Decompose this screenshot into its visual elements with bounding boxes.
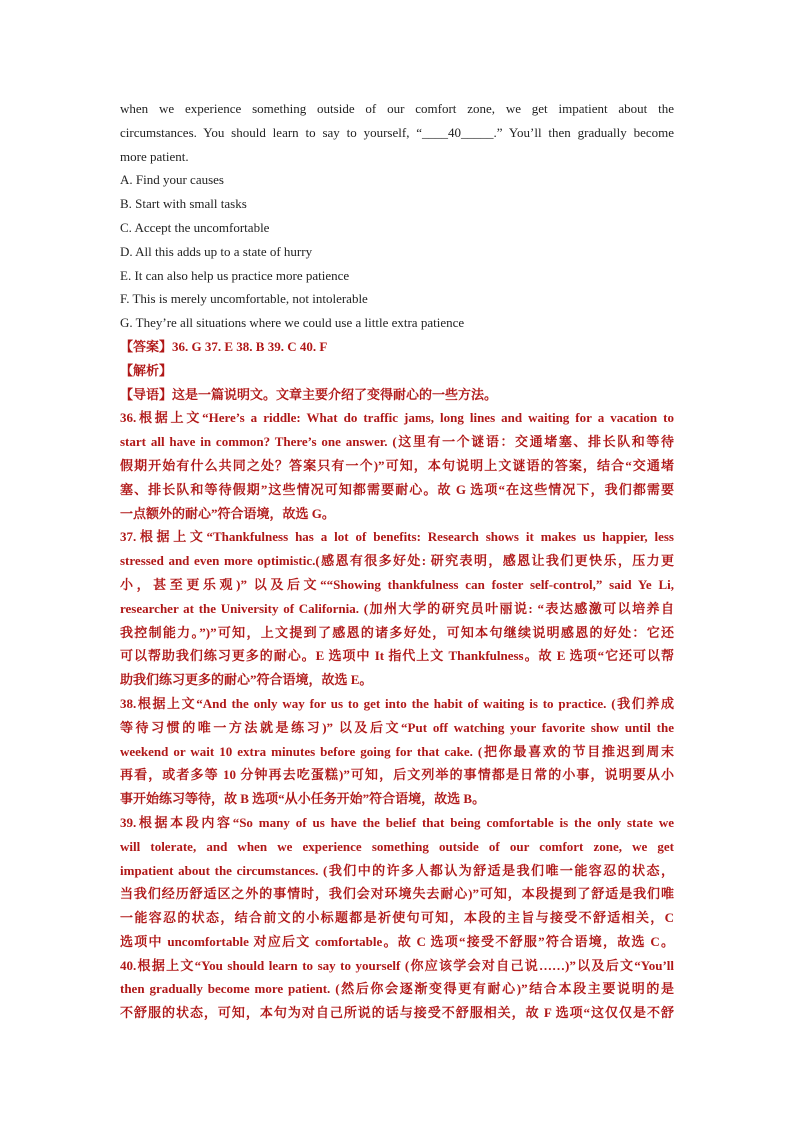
explanation-line: 事开始练习等待，故 B 选项“从小任务开始”符合语境，故选 B。 xyxy=(120,791,486,807)
passage-line: circumstances. You should learn to say to yourself, “____40_____.” You’ll then gradually become xyxy=(120,124,674,140)
guide-line: 【导语】这是一篇说明文。文章主要介绍了变得耐心的一些方法。 xyxy=(120,386,498,402)
explanation-line: 助我们练习更多的耐心”符合语境，故选 E。 xyxy=(120,672,373,688)
explanation-line: 40.根据上文“You should learn to say to yourself (你应该学会对自己说……)”以及后文“You’ll xyxy=(120,957,674,973)
explanation-line: 选项中 uncomfortable 对应后文 comfortable。故 C 选项“接受不舒服”符合语境，故选 C。 xyxy=(120,933,674,949)
explanation-line: 塞、排长队和等待假期”这些情况可知都需要耐心。故 G 选项“在这些情况下，我们都需要 xyxy=(120,481,674,497)
explanation-line: 等待习惯的唯一方法就是练习)” 以及后文“Put off watching your favorite show until the xyxy=(120,719,674,735)
option-b: B. Start with small tasks xyxy=(120,196,247,212)
passage-line: when we experience something outside of our comfort zone, we get impatient about the xyxy=(120,101,674,116)
option-f: F. This is merely uncomfortable, not intolerable xyxy=(120,291,368,307)
explanation-line: 不舒服的状态，可知，本句为对自己所说的话与接受不舒服相关，故 F 选项“这仅仅是不舒 xyxy=(120,1005,674,1021)
explanation-line: 37.根据上文“Thankfulness has a lot of benefits: Research shows it makes us happier, less xyxy=(120,529,674,545)
explanation-line: will tolerate, and when we experience something outside of our comfort zone, we get xyxy=(120,838,674,854)
explanation-line: 小，甚至更乐观)” 以及后文““Showing thankfulness can foster self-control,” said Ye Li, xyxy=(120,576,674,592)
option-c: C. Accept the uncomfortable xyxy=(120,219,270,235)
explanation-line: 当我们经历舒适区之外的事情时，我们会对环境失去耐心)”可知，本段提到了舒适是我们唯 xyxy=(120,886,674,902)
explanation-line: 一能容忍的状态，结合前文的小标题都是祈使句可知，本段的主旨与接受不舒适相关，C xyxy=(120,910,674,926)
analysis-label: 【解析】 xyxy=(120,362,173,378)
explanation-line: 再看，或者多等 10 分钟再去吃蛋糕)”可知，后文列举的事情都是日常的小事，说明要从小 xyxy=(120,767,674,783)
explanation-line: researcher at the University of California. (加州大学的研究员叶丽说: “表达感激可以培养自 xyxy=(120,600,674,616)
option-g: G. They’re all situations where we could use a little extra patience xyxy=(120,315,465,331)
explanation-line: impatient about the circumstances. (我们中的许多人都认为舒适是我们唯一能容忍的状态， xyxy=(120,862,674,878)
explanation-line: weekend or wait 10 extra minutes before going for that cake. (把你最喜欢的节目推迟到周末 xyxy=(120,743,674,759)
explanation-line: 我控制能力。”)”可知，上文提到了感恩的诸多好处，可知本句继续说明感恩的好处：它还 xyxy=(120,624,674,640)
explanation-line: 假期开始有什么共同之处？答案只有一个)”可知，本句说明上文谜语的答案，结合“交通堵 xyxy=(120,457,674,473)
explanation-line: 39.根据本段内容“So many of us have the belief that being comfortable is the only state we xyxy=(120,814,674,830)
explanation-line: 38.根据上文“And the only way for us to get into the habit of waiting is to practice. (我们养成 xyxy=(120,695,674,711)
explanation-line: start all have in common? There’s one answer. (这里有一个谜语：交通堵塞、排长队和等待 xyxy=(120,434,674,450)
explanation-line: 一点额外的耐心”符合语境，故选 G。 xyxy=(120,505,335,521)
passage-line: more patient. xyxy=(120,148,189,164)
explanation-line: then gradually become more patient. (然后你会逐渐变得更有耐心)”结合本段主要说明的是 xyxy=(120,981,674,997)
explanation-line: 可以帮助我们练习更多的耐心。E 选项中 It 指代上文 Thankfulness。故 E 选项“它还可以帮 xyxy=(120,648,674,664)
answer-line: 【答案】36. G 37. E 38. B 39. C 40. F xyxy=(120,338,328,354)
page-content xyxy=(120,97,674,1025)
explanation-line: 36.根据上文“Here’s a riddle: What do traffic jams, long lines and waiting for a vacation to xyxy=(120,410,674,426)
option-e: E. It can also help us practice more patience xyxy=(120,267,350,283)
option-d: D. All this adds up to a state of hurry xyxy=(120,243,313,259)
explanation-line: stressed and even more optimistic.(感恩有很多好处: 研究表明，感恩让我们更快乐，压力更 xyxy=(120,553,674,569)
option-a: A. Find your causes xyxy=(120,172,224,188)
